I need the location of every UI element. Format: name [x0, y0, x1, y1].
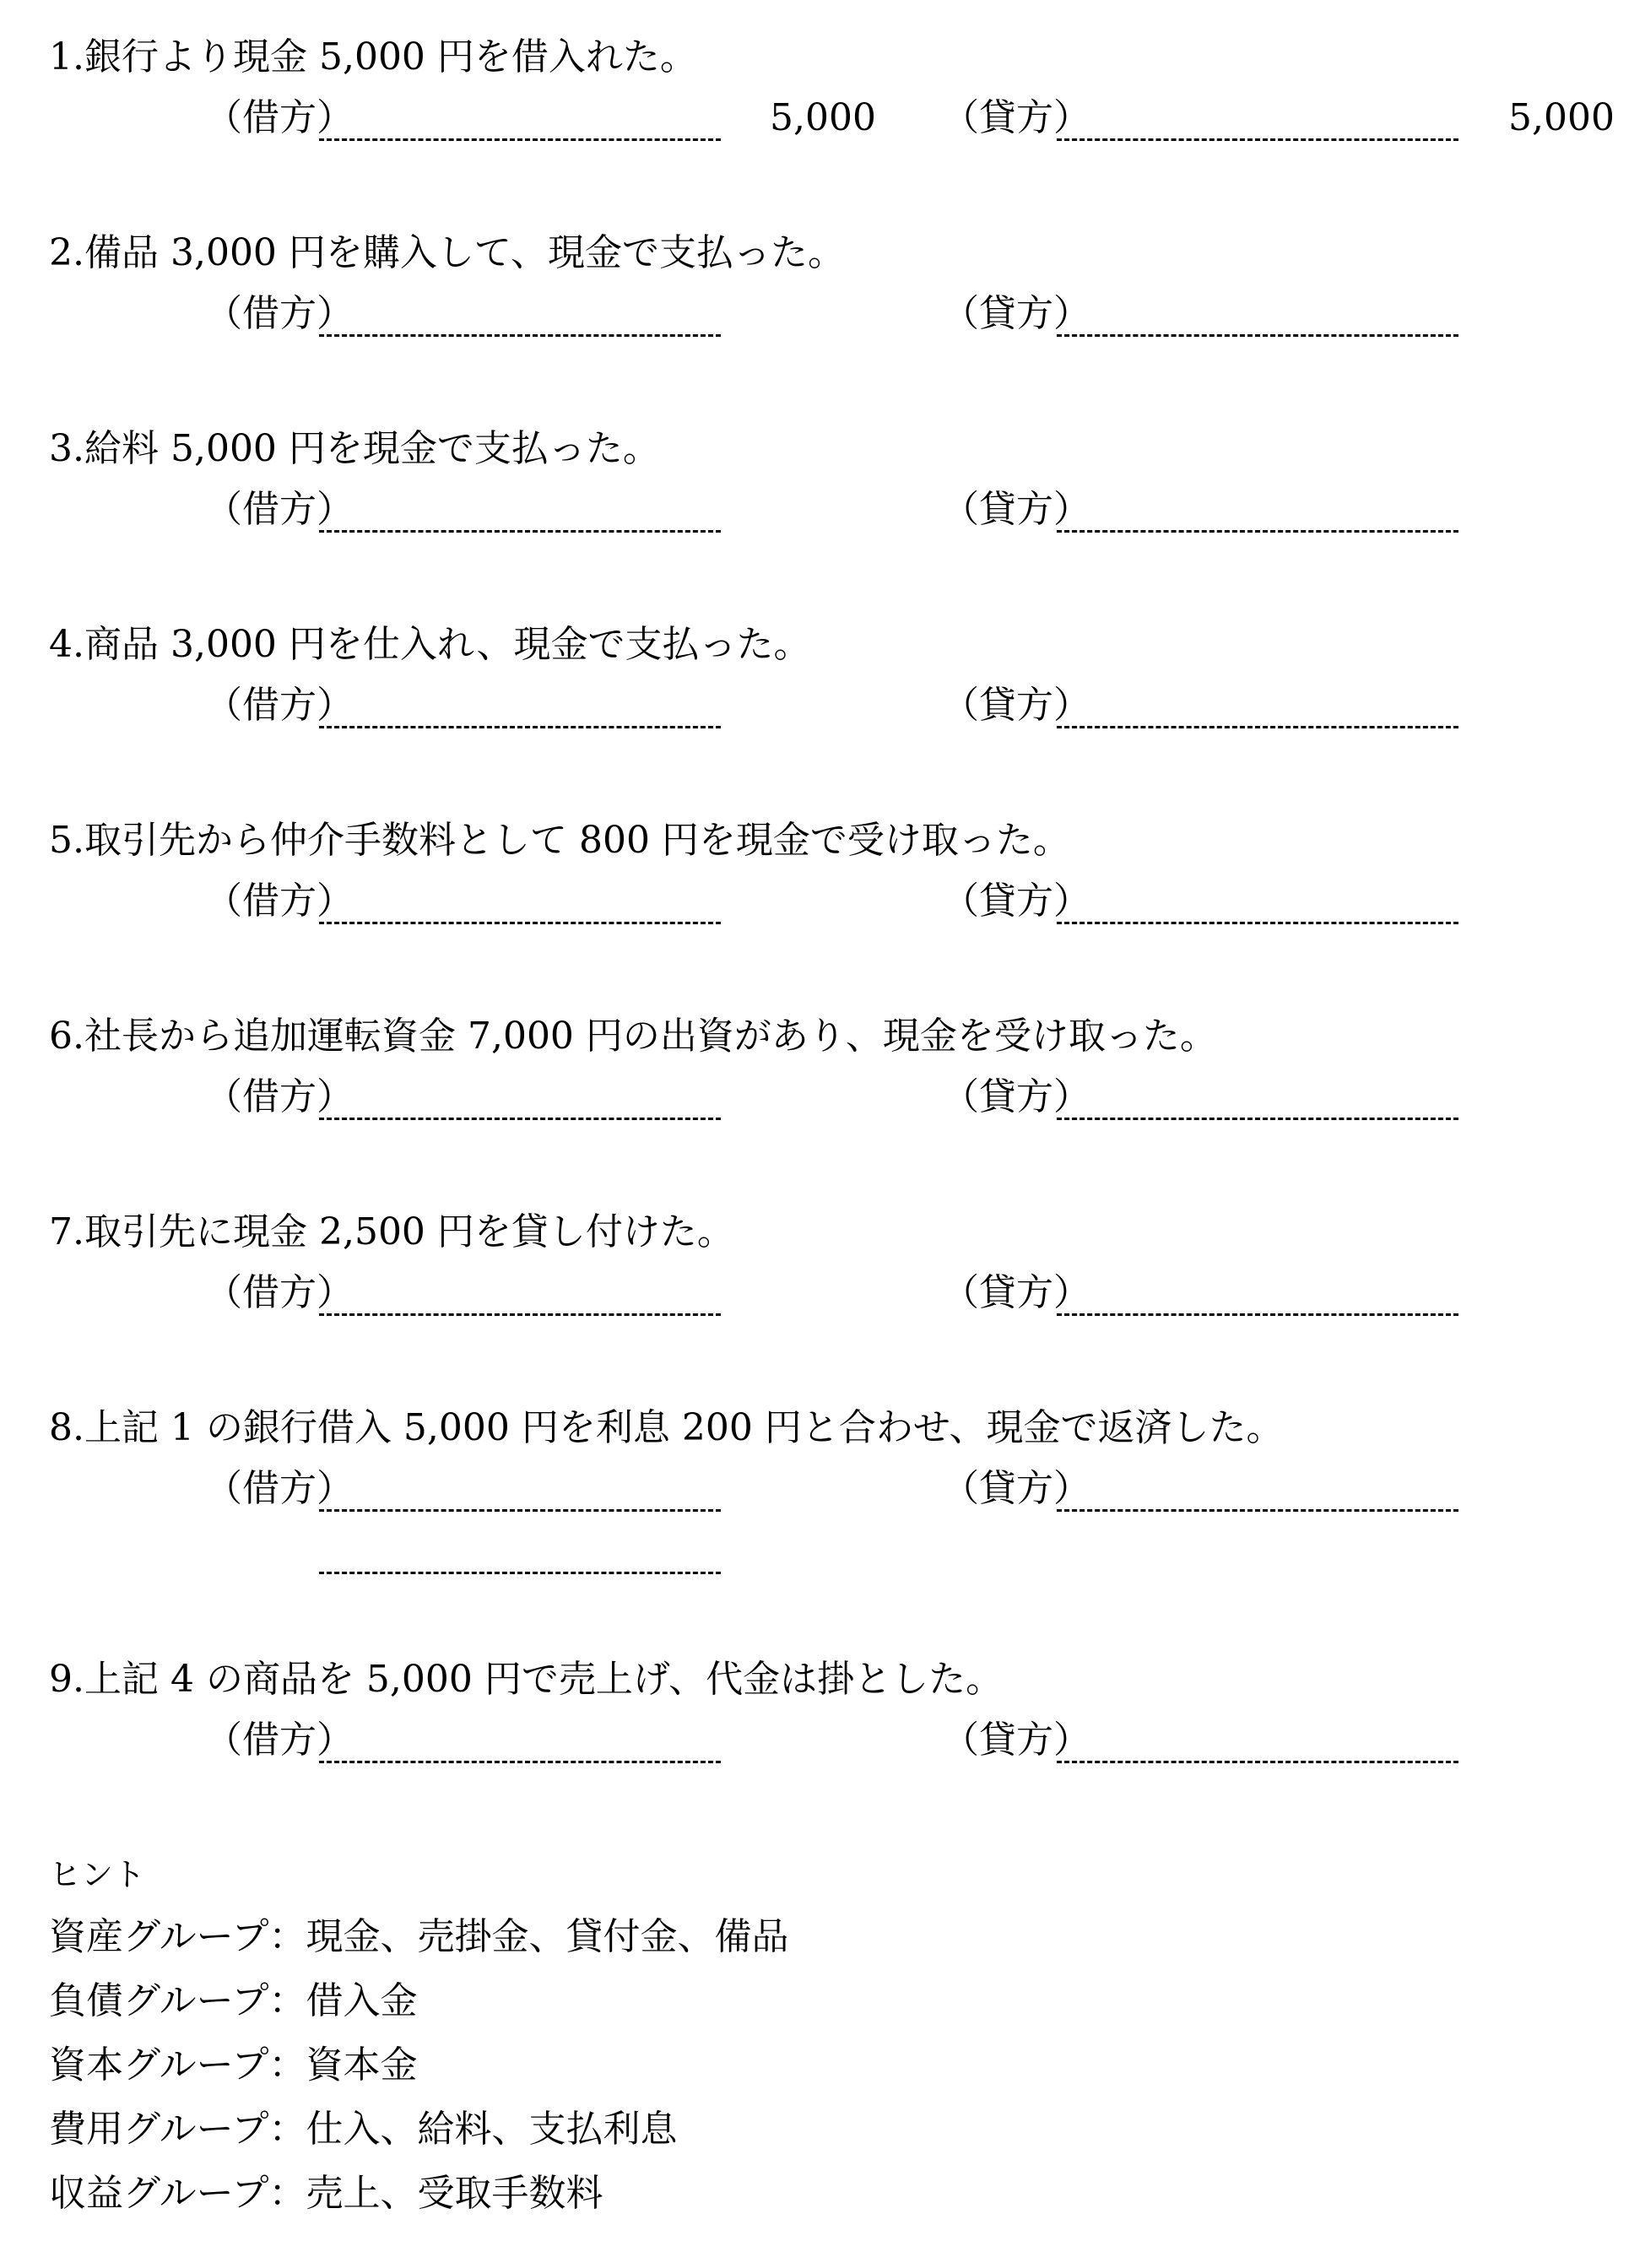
debit-answer-line[interactable]	[319, 138, 721, 141]
hint-line-expenses: 費用グループ：仕入、給料、支払利息	[49, 2108, 678, 2151]
credit-label: （貸方）	[942, 880, 1090, 923]
debit-amount: 5,000	[770, 96, 876, 139]
credit-answer-line[interactable]	[1057, 530, 1458, 533]
journal-entry-row	[0, 878, 1645, 928]
journal-entry-row	[0, 486, 1645, 537]
debit-label: （借方）	[205, 96, 354, 139]
hint-line-equity: 資本グループ：資本金	[49, 2043, 418, 2087]
question-text: 2.備品 3,000 円を購入して、現金で支払った。	[49, 231, 846, 274]
credit-label: （貸方）	[942, 1719, 1090, 1762]
hint-line-liabilities: 負債グループ：借入金	[49, 1979, 418, 2022]
credit-label: （貸方）	[942, 1075, 1090, 1118]
journal-entry-row	[0, 1074, 1645, 1124]
debit-label: （借方）	[205, 684, 354, 727]
question-text: 9.上記 4 の商品を 5,000 円で売上げ、代金は掛とした。	[49, 1658, 1004, 1701]
credit-answer-line[interactable]	[1057, 922, 1458, 924]
journal-entry-row	[0, 682, 1645, 733]
question-text: 8.上記 1 の銀行借入 5,000 円を利息 200 円と合わせ、現金で返済した。	[49, 1406, 1284, 1449]
credit-amount: 5,000	[1508, 96, 1615, 139]
credit-answer-line[interactable]	[1057, 1509, 1458, 1512]
question-text: 3.給料 5,000 円を現金で支払った。	[49, 427, 660, 470]
hint-title: ヒント	[49, 1856, 146, 1893]
journal-entry-row	[0, 290, 1645, 341]
credit-answer-line[interactable]	[1057, 334, 1458, 337]
credit-answer-line[interactable]	[1057, 1761, 1458, 1763]
question-text: 5.取引先から仲介手数料として 800 円を現金で受け取った。	[49, 819, 1070, 862]
journal-entry-row	[0, 1465, 1645, 1516]
debit-answer-line[interactable]	[319, 922, 721, 924]
journal-entry-row-extra	[0, 1528, 1645, 1578]
debit-label: （借方）	[205, 292, 354, 335]
debit-answer-line[interactable]	[319, 726, 721, 728]
debit-label: （借方）	[205, 880, 354, 923]
credit-answer-line[interactable]	[1057, 1313, 1458, 1316]
debit-label: （借方）	[205, 1075, 354, 1118]
credit-label: （貸方）	[942, 684, 1090, 727]
journal-entry-row	[0, 95, 1645, 145]
question-text: 7.取引先に現金 2,500 円を貸し付けた。	[49, 1210, 734, 1253]
debit-answer-line[interactable]	[319, 530, 721, 533]
debit-answer-line[interactable]	[319, 1509, 721, 1512]
debit-label: （借方）	[205, 1271, 354, 1314]
credit-answer-line[interactable]	[1057, 726, 1458, 728]
journal-entry-row	[0, 1269, 1645, 1320]
credit-label: （貸方）	[942, 292, 1090, 335]
credit-label: （貸方）	[942, 96, 1090, 139]
credit-answer-line[interactable]	[1057, 138, 1458, 141]
debit-answer-line-extra[interactable]	[319, 1572, 721, 1574]
journal-entry-row	[0, 1717, 1645, 1767]
credit-label: （貸方）	[942, 1467, 1090, 1510]
debit-answer-line[interactable]	[319, 1313, 721, 1316]
credit-label: （貸方）	[942, 1271, 1090, 1314]
debit-answer-line[interactable]	[319, 1761, 721, 1763]
credit-answer-line[interactable]	[1057, 1118, 1458, 1120]
debit-answer-line[interactable]	[319, 1118, 721, 1120]
debit-label: （借方）	[205, 488, 354, 531]
debit-label: （借方）	[205, 1467, 354, 1510]
hint-line-revenue: 収益グループ：売上、受取手数料	[49, 2172, 603, 2215]
question-text: 1.銀行より現金 5,000 円を借入れた。	[49, 35, 697, 78]
hint-line-assets: 資産グループ：現金、売掛金、貸付金、備品	[49, 1915, 789, 1958]
hint-section	[49, 1853, 788, 2226]
credit-label: （貸方）	[942, 488, 1090, 531]
debit-label: （借方）	[205, 1719, 354, 1762]
debit-answer-line[interactable]	[319, 334, 721, 337]
question-text: 6.社長から追加運転資金 7,000 円の出資があり、現金を受け取った。	[49, 1015, 1217, 1058]
question-text: 4.商品 3,000 円を仕入れ、現金で支払った。	[49, 623, 811, 666]
